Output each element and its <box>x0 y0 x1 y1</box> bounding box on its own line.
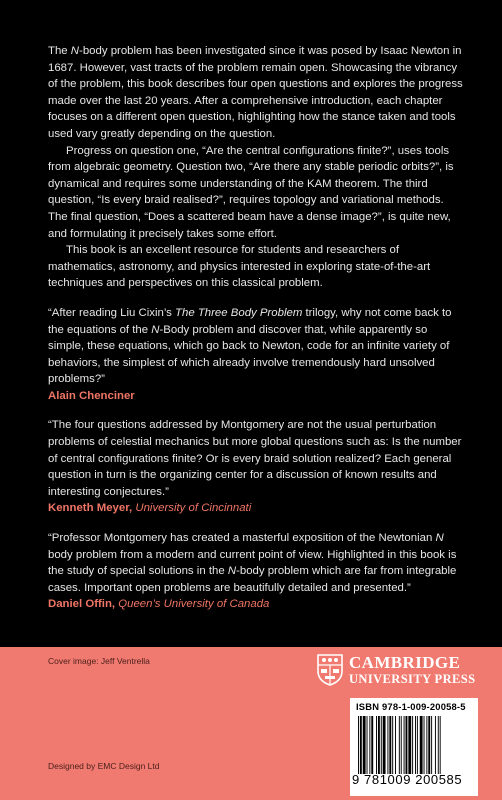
publisher-logo <box>317 652 477 690</box>
barcode-digits: 9 781009 200585 <box>352 772 463 787</box>
endorsement-quote: “After reading Liu Cixin’s The Three Body Problem trilogy, why not come back to the equations of the N-Body problem and discover that, while apparently so simple, these equations, which go back to Newton, code for an infinite variety of behaviors, the simplest of which already involve tremendously hard unsolved problems?” <box>48 306 452 386</box>
endorsement-author: Daniel Offin, Queen’s University of Canada <box>48 598 270 611</box>
back-cover-text <box>48 43 466 613</box>
endorsement-quote: “Professor Montgomery has created a masterful exposition of the Newtonian N body problem from a modern and current point of view. Highlighted in this book is the study of special solutions in the N-body problem which are far from integrable cases. Important open problems are beautifully detailed and presented.” <box>48 532 457 594</box>
cover-image-credit: Cover image: Jeff Ventrella <box>48 656 150 666</box>
blurb-paragraph-1: The N-body problem has been investigated since it was posed by Isaac Newton in 1687. However, vast tracts of the problem remain open. Showcasing the vibrancy of the problem, this book describes four open questions and explores the progress made over the last 20 years. After a comprehensive introduction, each chapter focuses on a different open question, highlighting how the stance taken and tools used vary greatly depending on the question. <box>48 45 463 140</box>
cambridge-crest-icon <box>317 654 343 686</box>
isbn-text: ISBN 978-1-009-20058-5 <box>356 701 466 712</box>
publisher-name: CAMBRIDGE UNIVERSITY PRESS <box>349 653 476 686</box>
endorsement-quote: “The four questions addressed by Montgomery are not the usual perturbation problems of celestial mechanics but more global questions such as: Is the number of central configurations finite? Or is every braid solution realized? Each general question in turn is the organizing center for a discussion of known results and interesting conjectures.” <box>48 419 462 498</box>
designer-credit: Designed by EMC Design Ltd <box>48 761 160 771</box>
blurb-paragraph-2: Progress on question one, “Are the central configurations finite?”, uses tools from algebraic geometry. Question two, “Are there any stable periodic orbits?”, is dynamical and requires some understanding of the KAM theorem. The third question, “Is every braid realised?”, requires topology and variational methods. The final question, “Does a scattered beam have a dense image?”, is quite new, and formulating it precisely takes some effort. <box>48 144 454 240</box>
barcode-bars <box>358 716 472 774</box>
isbn-barcode <box>350 698 478 796</box>
blurb-paragraph-3: This book is an excellent resource for students and researchers of mathematics, astronomy, and physics interested in exploring state-of-the-art techniques and perspectives on this classical problem. <box>48 244 431 290</box>
endorsement-author: Alain Chenciner <box>48 389 135 402</box>
endorsement-author: Kenneth Meyer, University of Cincinnati <box>48 502 252 515</box>
